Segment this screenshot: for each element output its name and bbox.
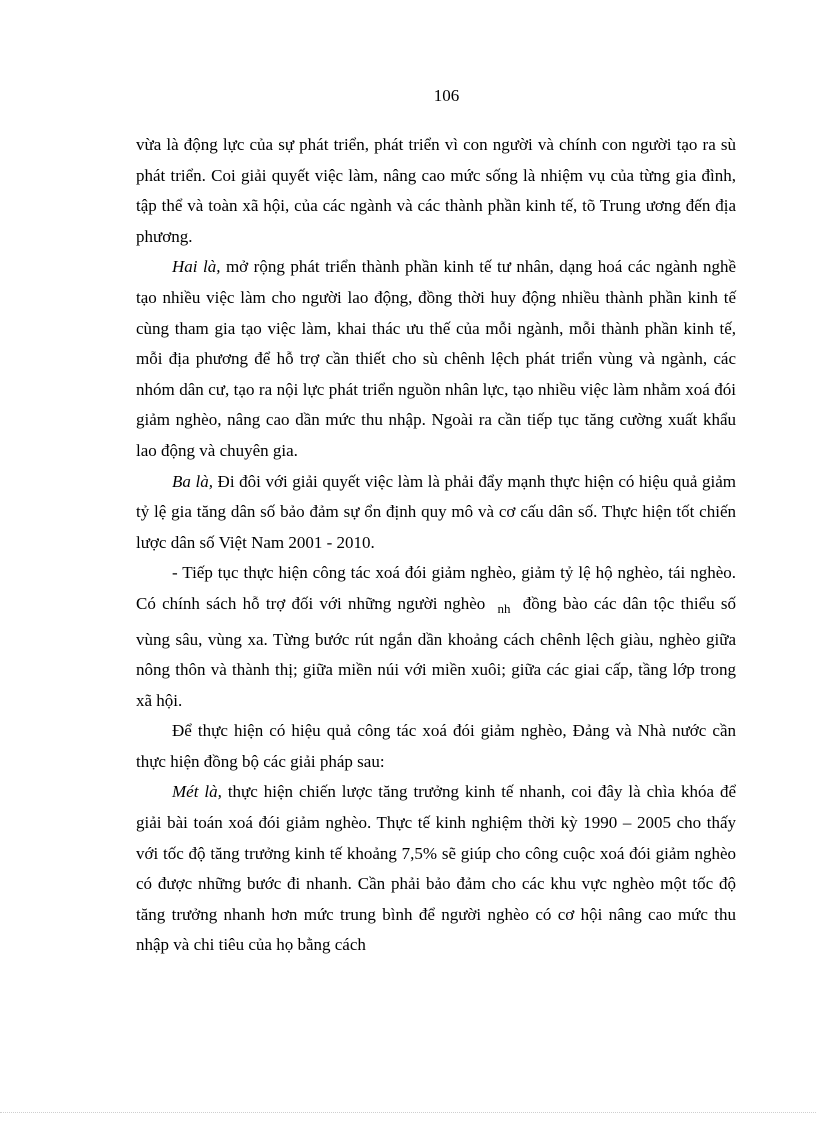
inline-fragment: nh bbox=[497, 600, 511, 616]
body-text bbox=[136, 130, 736, 961]
paragraph-lead: Mét là, bbox=[172, 782, 222, 802]
paragraph-text: thực hiện chiến lược tăng trưởng kinh tế nhanh, coi đây là chìa khóa để giải bài toán xoá đói giảm nghèo. Thực tế kinh nghiệm thời kỳ 1990 – 2005 cho thấy với tốc độ tăng trưởng kinh tế khoảng 7,5% sẽ giúp cho công cuộc xoá đói giảm nghèo có được những bước đi nhanh. Cần phải bảo đảm cho các khu vực nghèo một tốc độ tăng trưởng nhanh hơn mức trung bình để người nghèo có cơ hội nâng cao mức thu nhập và chi tiêu của họ bằng cách bbox=[136, 782, 737, 955]
paragraph-continuation bbox=[136, 130, 736, 252]
paragraph-text: - Tiếp tục thực hiện công tác xoá đói giảm nghèo, giảm tỷ lệ hộ nghèo, tái nghèo. Có chính sách hỗ trợ đối với những người nghèo bbox=[136, 563, 736, 613]
paragraph-lead: Hai là, bbox=[172, 257, 221, 277]
paragraph-text: mở rộng phát triển thành phần kinh tế tư nhân, dạng hoá các ngành nghề tạo nhiều việc làm cho người lao động, đồng thời huy động nhiều thành phần kinh tế cùng tham gia tạo việc làm, khai thác ưu thế của mỗi ngành, mỗi thành phần kinh tế, mỗi địa phương để hỗ trợ cần thiết cho sù chênh lệch phát triển vùng và ngành, các nhóm dân cư, tạo ra nội lực phát triển nguồn nhân lực, tạo nhiều việc làm nhằm xoá đói giảm nghèo, nâng cao dần mức thu nhập. Ngoài ra cần tiếp tục tăng cường xuất khẩu lao động và chuyên gia. bbox=[136, 257, 736, 460]
paragraph-bullet bbox=[136, 558, 736, 716]
paragraph-intro bbox=[136, 716, 736, 777]
paragraph-lead: Ba là, bbox=[172, 471, 213, 491]
page-bottom-divider bbox=[0, 1112, 816, 1113]
paragraph-hai-la bbox=[136, 252, 736, 466]
page-number: 106 bbox=[433, 86, 460, 105]
paragraph-ba-la bbox=[136, 467, 736, 559]
paragraph-text: Đi đôi với giải quyết việc làm là phải đẩy mạnh thực hiện có hiệu quả giảm tỷ lệ gia tăng dân số bảo đảm sự ổn định quy mô và cơ cấu dân số. Thực hiện tốt chiến lược dân số Việt Nam 2001 - 2010. bbox=[136, 471, 736, 552]
paragraph-mot-la bbox=[136, 777, 736, 961]
paragraph-text: Để thực hiện có hiệu quả công tác xoá đói giảm nghèo, Đảng và Nhà nước cần thực hiện đồng bộ các giải pháp sau: bbox=[136, 721, 736, 771]
paragraph-text: đồng bào các dân tộc thiểu số vùng sâu, vùng xa. Từng bước rút ngắn dần khoảng cách chênh lệch giàu, nghèo giữa nông thôn và thành thị; giữa miền núi với miền xuôi; giữa các giai cấp, tầng lớp trong xã hội. bbox=[136, 593, 737, 710]
paragraph-text: vừa là động lực của sự phát triển, phát triển vì con người và chính con người tạo ra sù phát triển. Coi giải quyết việc làm, nâng cao mức sống là nhiệm vụ của từng gia đình, tập thể và toàn xã hội, của các ngành và các thành phần kinh tế, tõ Trung ương đến địa phương. bbox=[136, 135, 736, 246]
